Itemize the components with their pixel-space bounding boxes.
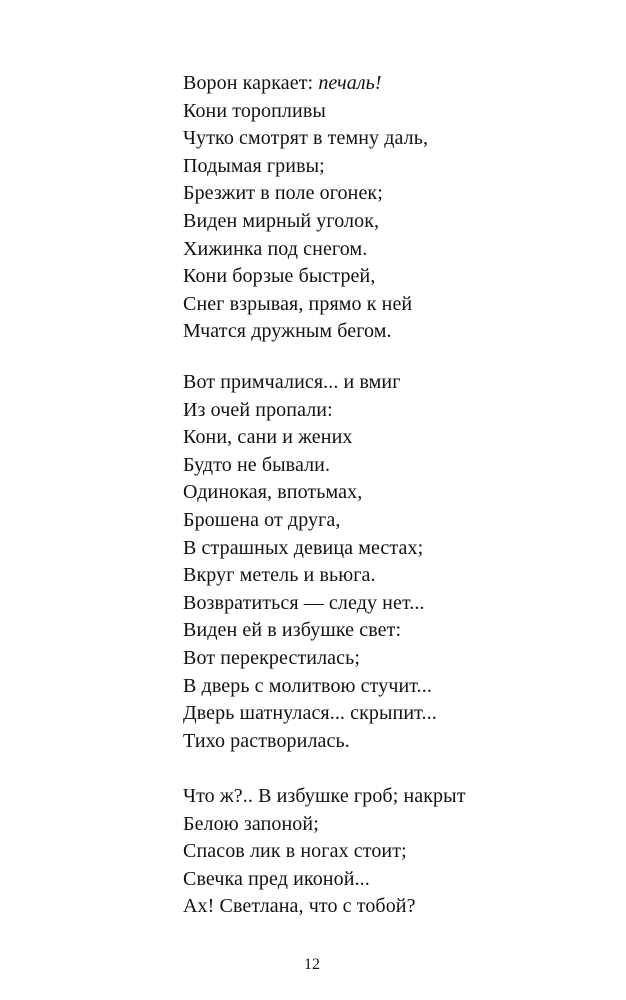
- poem-line: Спасов лик в ногах стоит;: [183, 840, 407, 863]
- poem-line: В страшных девица местах;: [183, 536, 424, 559]
- page-number: 12: [304, 956, 320, 973]
- poem-line-text: Ворон каркает:: [183, 72, 319, 94]
- poem-line: Свечка пред иконой...: [183, 867, 370, 890]
- poem-line: Хижинка под снегом.: [183, 237, 368, 260]
- poem-line: Брошена от друга,: [183, 508, 341, 531]
- poem-line: [183, 70, 428, 98]
- poem-line: Кони, сани и жених: [183, 426, 353, 449]
- poem-line: Виден ей в избушке свет:: [183, 619, 402, 642]
- poem-line-italic-text: печаль!: [318, 72, 382, 94]
- poem-line: Кони борзые быстрей,: [183, 265, 376, 288]
- poem-line: Брезжит в поле огонек;: [183, 182, 383, 205]
- poem-line: Чутко смотрят в темну даль,: [183, 127, 429, 150]
- poem-line: Будто не бывали.: [183, 453, 331, 476]
- poem-line: Виден мирный уголок,: [183, 209, 380, 232]
- poem-line: В дверь с молитвою стучит...: [183, 674, 432, 697]
- poem-line: Мчатся дружным бегом.: [183, 320, 392, 343]
- poem-line: Ах! Светлана, что с тобой?: [183, 895, 416, 918]
- poem-line: Одинокая, впотьмах,: [183, 481, 363, 504]
- poem-line: Что ж?.. В избушке гроб; накрыт: [183, 785, 466, 807]
- poem-line: Снег взрывая, прямо к ней: [183, 292, 413, 315]
- poem-line: Вкруг метель и вьюга.: [183, 564, 376, 587]
- poem-line: Тихо растворилась.: [183, 729, 350, 752]
- poem-line: Вот перекрестилась;: [183, 646, 360, 669]
- poem-line: Вот примчалися... и вмиг: [183, 371, 401, 393]
- stanza-2: [183, 369, 437, 755]
- poem-line: Из очей пропали:: [183, 398, 333, 421]
- poem-line: Дверь шатнулася... скрыпит...: [183, 702, 437, 725]
- poem-line: Белою запоной;: [183, 812, 319, 835]
- poem-line: Возвратиться — следу нет...: [183, 591, 425, 614]
- poem-line: Подымая гривы;: [183, 154, 325, 177]
- stanza-1: [183, 70, 428, 346]
- poem-line: Кони торопливы: [183, 99, 326, 122]
- stanza-3: [183, 783, 466, 921]
